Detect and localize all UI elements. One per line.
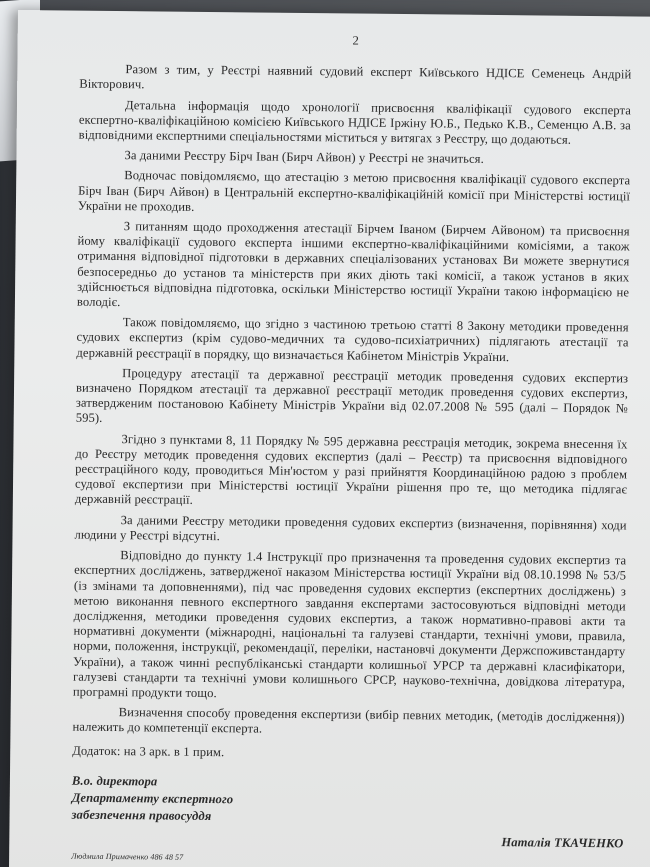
contact-note: Людмила Примаченко 486 48 57 bbox=[71, 851, 184, 862]
paragraph: Також повідомляємо, що згідно з частиною третьою статті 8 Закону методики проведення судових експертиз (крім судово-медичних та судово-психіатричних) підлягають атестації та державній реєстрації в порядку, що визначається Кабінетом Міністрів України. bbox=[76, 315, 629, 364]
signatory-title-line1: В.о. директора bbox=[71, 773, 158, 789]
signatory-title-line2: Департаменту експертного bbox=[71, 790, 234, 807]
paragraph: Відповідно до пункту 1.4 Інструкції про призначення та проведення судових експертиз та експертних досліджень, затвердженої наказом Міністерства юстиції України від 08.10.1998 № 53/5 (із змінами та доповненнями), під час проведення судових експертиз (експертних досліджень) з метою виконання певного експертного завдання експертами застосовуються відповідні методи дослідження, методики проведення судових експертиз, а також нормативно-правові акти та нормативні документи (міжнародні, національні та галузеві стандарти, технічні умови, правила, норми, положення, інструкції, рекомендації, переліки, настановчі документи Держспоживстандарту України), а також чинні республіканські стандарти колишньої УРСР та державні класифікатори, галузеві стандарти та технічні умови колишнього СРСР, науково-технічна, довідкова література, програмні продукти тощо. bbox=[72, 548, 627, 701]
page-number: 2 bbox=[352, 33, 359, 48]
paragraph: За даними Реєстру методики проведення судових експертиз (визначення, порівняння) ходи людини у Реєстрі відсутні. bbox=[74, 512, 627, 544]
paragraph: Згідно з пунктами 8, 11 Порядку № 595 державна реєстрація методик, зокрема внесення їх до Реєстру методик проведення судових експертиз (далі – Реєстр) та присвоєння відповідного реєстраційного коду, проводиться Мін'юстом у разі прийняття Координаційною радою з проблем судової експертизи при Міністерстві юстиції України рішення про те, що методика підлягає державній реєстрації. bbox=[74, 431, 628, 508]
paragraph: З питанням щодо проходження атестації Бірчем Іваном (Бирчем Айвоном) та присвоєння йому кваліфікації судового експерта іншими експертно-кваліфікаційними комісіями, а також отримання відповідної підготовки в державних спеціалізованих установах Ви можете звернутися безпосередньо до установ та міністерств при яких діють такі комісії, а також установ в яких здійснюється відповідна підготовка, оскільки Міністерство юстиції України такою інформацією не володіє. bbox=[76, 219, 630, 310]
document-page bbox=[9, 10, 650, 867]
paragraph: Процедуру атестації та державної реєстрації методик проведення судових експертиз визначено Порядком атестації та державної реєстрації методик проведення судових експертиз, затвердженим постановою Кабінету Міністрів України від 02.07.2008 № 595 (далі – Порядок № 595). bbox=[75, 365, 629, 426]
signatory-title-line3: забезпечення правосуддя bbox=[71, 807, 212, 823]
attachment-note: Додаток: на 3 арк. в 1 прим. bbox=[72, 743, 225, 759]
paragraph: Водночас повідомляємо, що атестацію з метою присвоєння кваліфікації судового експерта Бірч Іван (Бирч Айвон) в Центральній експертно-кваліфікаційній комісії при Міністерстві юстиції України не проходив. bbox=[77, 168, 631, 214]
paragraph: Детальна інформація щодо хронології присвоєння кваліфікації судового експерта експертно-кваліфікаційною комісією Київського НДІСЕ Іржіну Ю.Б., Педько К.В., Семенцю А.В. за відповідними експертними спеціальностями міститься у витягах з Реєстру, що додаються. bbox=[78, 97, 632, 147]
signatory-name: Наталія ТКАЧЕНКО bbox=[501, 834, 624, 851]
paragraph: За даними Реєстру Бірч Іван (Бирч Айвон) у Реєстрі не значиться. bbox=[124, 148, 484, 167]
paragraph: Разом з тим, у Реєстрі наявний судовий експерт Київського НДІСЕ Семенець Андрій Вікторович. bbox=[79, 62, 632, 92]
document-body bbox=[71, 31, 632, 867]
signature-block bbox=[71, 772, 624, 867]
paragraph: Визначення способу проведення експертизи (вибір певних методик, (методів дослідження)) належить до компетенції експерта. bbox=[72, 705, 625, 736]
